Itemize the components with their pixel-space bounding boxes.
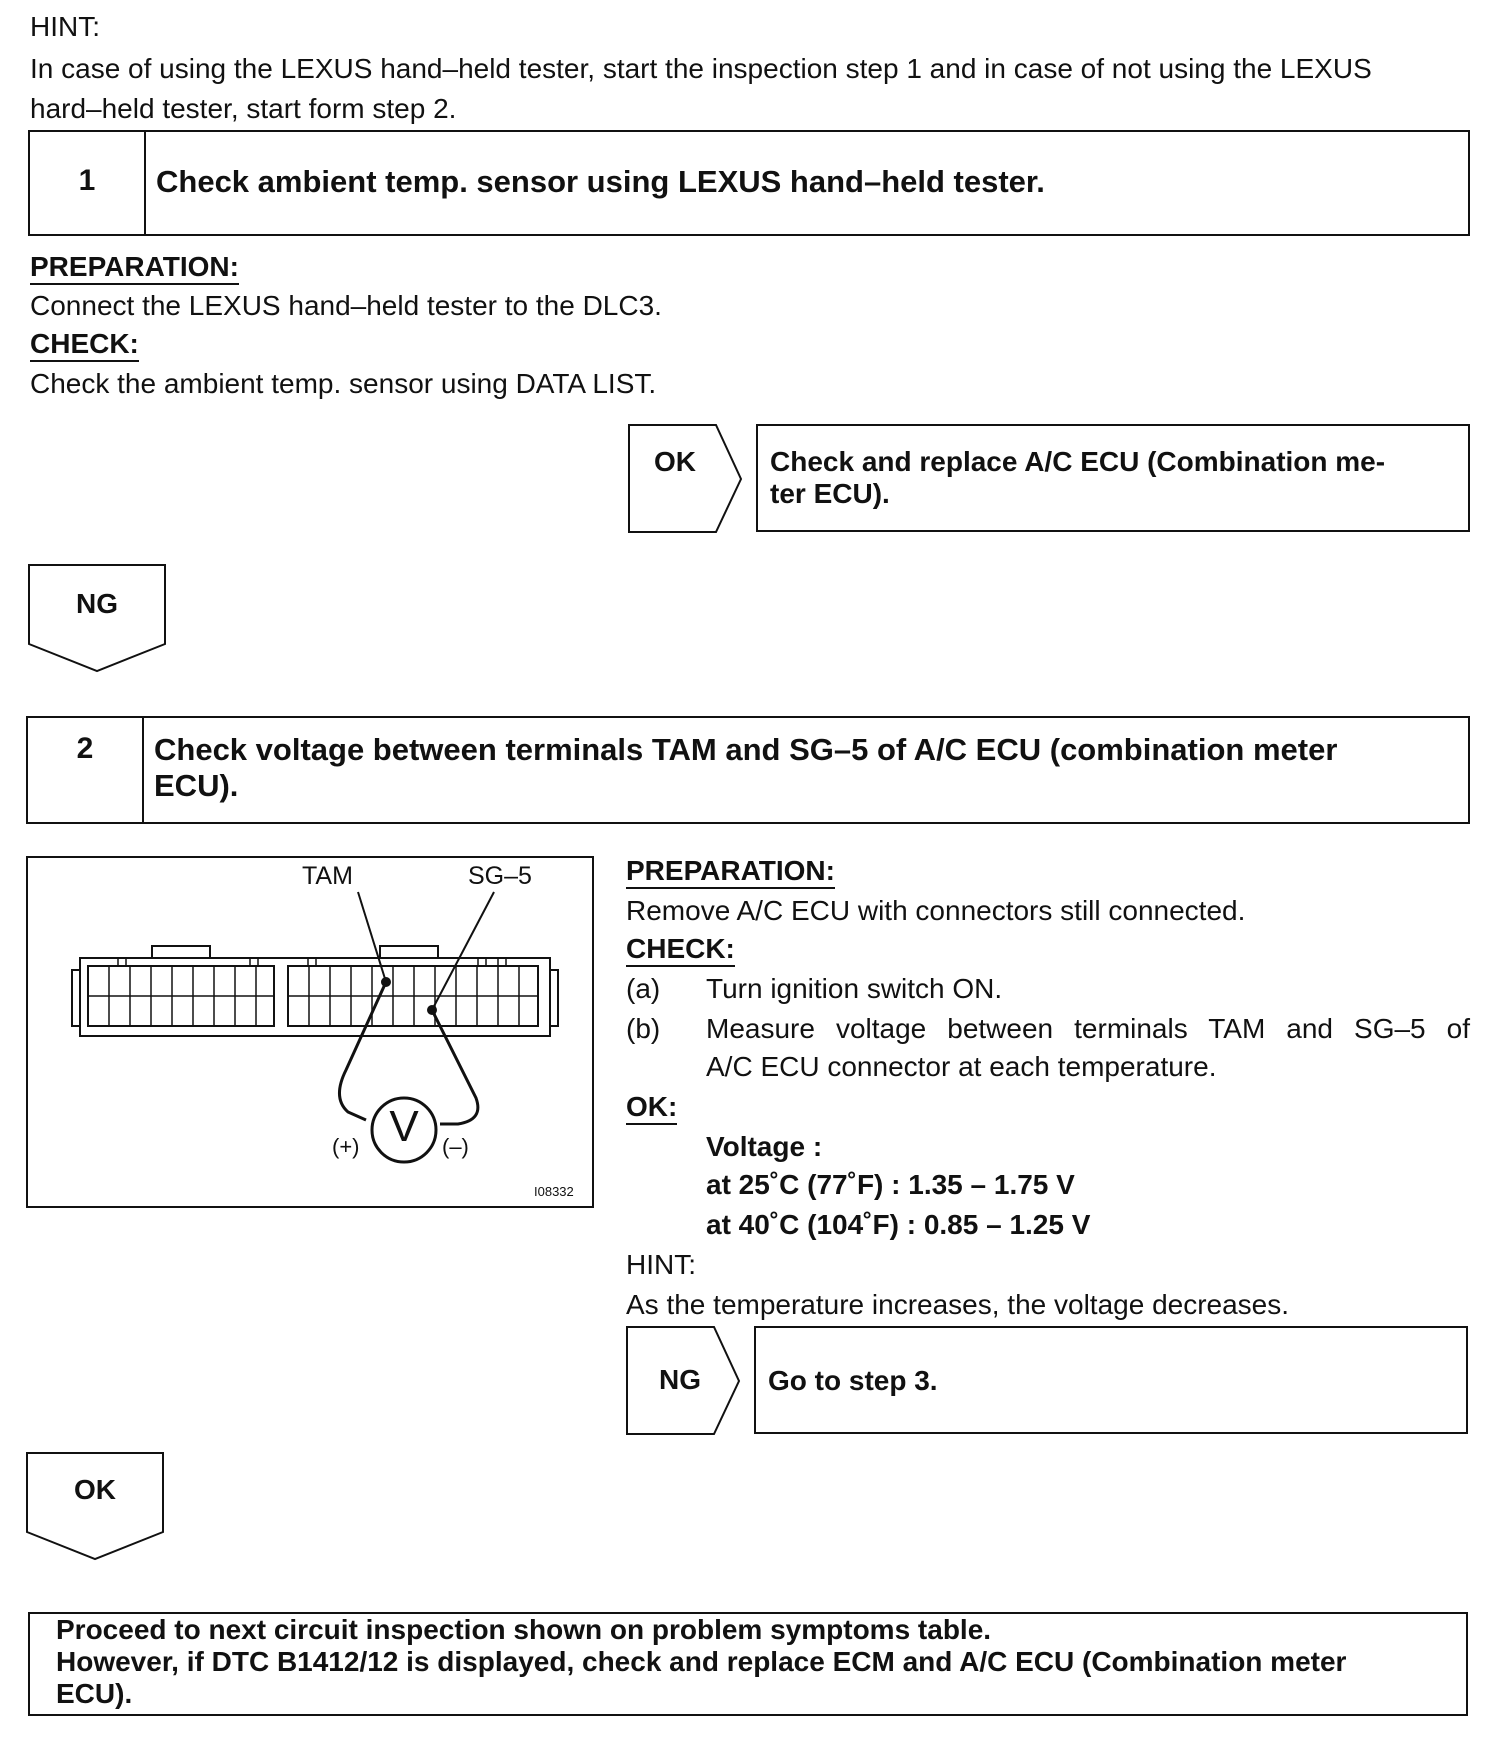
step1-ok-arrow [628, 424, 748, 534]
step2-ok-spec-label: OK: [626, 1091, 677, 1125]
connector-drawing [28, 858, 596, 1210]
step1-title: Check ambient temp. sensor using LEXUS hand–held tester. [156, 164, 1045, 199]
final-result-line3: ECU). [56, 1678, 133, 1709]
step1-check-label: CHECK: [30, 328, 139, 362]
step1-preparation-text: Connect the LEXUS hand–held tester to the DLC3. [30, 290, 662, 321]
step2-spec-line2: at 40˚C (104˚F) : 0.85 – 1.25 V [706, 1209, 1091, 1240]
step2-check-b-marker: (b) [626, 1013, 661, 1044]
step2-hint-text: As the temperature increases, the voltage decreases. [626, 1289, 1290, 1320]
figure-id: I08332 [534, 1184, 574, 1199]
step2-check-b-line2: A/C ECU connector at each temperature. [706, 1051, 1217, 1082]
probe-minus-label: (–) [442, 1134, 469, 1159]
step1-ok-result-line2: ter ECU). [770, 478, 890, 509]
step1-ok-label: OK [654, 446, 696, 477]
voltmeter-symbol: V [389, 1102, 419, 1151]
step1-preparation-label: PREPARATION: [30, 251, 239, 285]
step1-ng-label: NG [76, 588, 118, 619]
connector-diagram [26, 856, 594, 1208]
step2-title-line1: Check voltage between terminals TAM and SG–5 of A/C ECU (combination meter [154, 732, 1338, 767]
step2-ng-result: Go to step 3. [768, 1365, 938, 1396]
step2-check-label: CHECK: [626, 933, 735, 967]
step1-header-divider [144, 132, 146, 234]
step1-check-text: Check the ambient temp. sensor using DATA LIST. [30, 368, 657, 399]
step2-check-a-text: Turn ignition switch ON. [706, 973, 1003, 1004]
step2-spec-title: Voltage : [706, 1131, 823, 1162]
step2-ng-label: NG [659, 1364, 701, 1395]
step1-number: 1 [78, 164, 96, 197]
step2-title-line2: ECU). [154, 768, 239, 803]
step2-preparation-label: PREPARATION: [626, 855, 835, 889]
diagram-label-sg5: SG–5 [468, 862, 532, 890]
step2-check-b-line1: Measure voltage between terminals TAM and SG–5 of [706, 1013, 1470, 1044]
step1-ok-result-line1: Check and replace A/C ECU (Combination me- [770, 446, 1386, 477]
final-result-line1: Proceed to next circuit inspection shown on problem symptoms table. [56, 1614, 992, 1645]
step2-ok-arrow [26, 1452, 166, 1562]
step2-ok-label: OK [74, 1474, 116, 1505]
hint-text-line1: In case of using the LEXUS hand–held tester, start the inspection step 1 and in case of not using the LEXUS [30, 53, 1372, 84]
step2-preparation-text: Remove A/C ECU with connectors still connected. [626, 895, 1246, 926]
step2-spec-line1: at 25˚C (77˚F) : 1.35 – 1.75 V [706, 1169, 1075, 1200]
diagram-label-tam: TAM [302, 862, 353, 890]
hint-label: HINT: [30, 11, 100, 42]
step2-number: 2 [76, 732, 94, 765]
step2-hint-label: HINT: [626, 1249, 696, 1280]
probe-plus-label: (+) [332, 1134, 360, 1159]
hint-text-line2: hard–held tester, start form step 2. [30, 93, 457, 124]
step2-header-divider [142, 718, 144, 822]
step2-check-a-marker: (a) [626, 973, 661, 1004]
final-result-line2: However, if DTC B1412/12 is displayed, check and replace ECM and A/C ECU (Combination meter [56, 1646, 1347, 1677]
